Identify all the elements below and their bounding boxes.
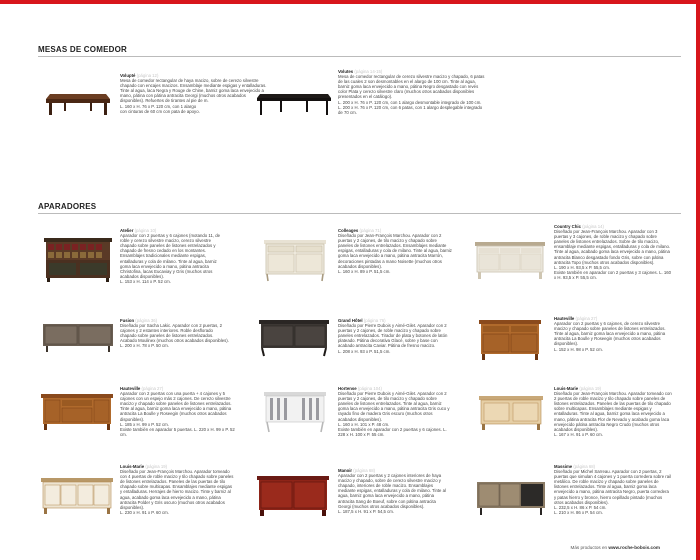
louis-marie-large-sideboard-image [40, 476, 114, 516]
footer-url-link[interactable]: www.roche-bobois.com [608, 545, 660, 550]
product-volutes [338, 69, 488, 115]
product-page-ref: (página 36) [135, 318, 158, 323]
product-country-chic [554, 224, 672, 280]
louis-marie-sideboard-image [478, 394, 544, 432]
product-manoir [338, 468, 450, 514]
product-page-ref: (página 14-15) [354, 69, 383, 74]
product-dimensions: L. 190 x H. 93,5 x P. 55,5 cm. [554, 264, 611, 270]
hauteville-sideboard-image [478, 318, 542, 362]
product-description: Diseñado por Pierre Dubois y Aimé-Gilet. Aparador con 2 puertas y 2 cajones, de roble macizo y chapado sobre paneles entrelazados. Tirador de plata y botones de latón plateado. Pátina decorativa Glacé, sobre y base con acabado antracita Caviar. Pátina de fresno macizo. [338, 323, 448, 349]
product-dimensions: L. 187,5 x H. 91 x P. 54,5 cm. [338, 508, 395, 514]
product-page-ref: (página 19) [579, 386, 602, 391]
product-name: Hauteville [554, 316, 575, 321]
massime-sideboard-image [476, 480, 546, 516]
product-louis-marie-large [120, 464, 235, 515]
product-name: Atelier [120, 228, 134, 233]
product-louis-marie [554, 386, 672, 437]
product-dimensions: L. 160 x H. 89 x P. 51,5 cm. [338, 268, 391, 274]
product-extra: Existe también en aparador 5 puertas. L. 220 x H. 99 x P. 52 cm. [120, 426, 235, 437]
product-name: Louis-Marie [554, 386, 579, 391]
product-dimensions: L. 153 x H. 114 x P. 52 cm. [120, 278, 171, 284]
product-hortense [338, 386, 450, 437]
product-description: Diseñado por Jean-François Marchou. Aparador tomeado con 4 puertas de roble macizo y tilo chapado sobre paneles de listones entrelazados. Paneles de las puertas de tilo chapado sobre multicapas. Ensamblajes mediante espigas y entalladuras. Herrajes de hierro macizo. Tinte y barniz al agua, acabado goma laca envejecido a mano, pátina antracita Polder y Gris oscuro (muchos otros acabados disponibles). [120, 469, 234, 510]
product-description: Aparador con 2 puertas y 6 cajones, de cerezo silvestre macizo y chapado sobre paneles de listones entrelazados. Tinte al agua, barniz goma laca envejecido a mano, pátina antracita La Boulle y Roseegin (muchos otros acabados disponibles). [554, 321, 666, 347]
product-hauteville-large [120, 386, 235, 437]
product-volupte [120, 73, 270, 114]
product-name: Volupté [120, 73, 136, 78]
product-description: Aparador con 2 puertas y 2 cajones interiores de haya macizo y chapado, sobre de cerezo silvestre macizo y chapado, interiores de roble macizo. Ensamblajes mediante espigas, entalladuras y cola de milano. Tinte al agua, barniz goma laca envejecido a mano, pátina antracita Sang de Boeuf, sobre con pátina antracita Georgi (muchos otros acabados disponibles). [338, 473, 446, 509]
product-page-ref: (página 27) [575, 316, 598, 321]
product-dimensions: L. 230 x H. 91 x P. 60 cm. [120, 509, 169, 515]
product-extra: L. 200 x H. 76 x P. 120 cm, con 6 patas, con 1 alargo desplegable integrado de 70 cm. [338, 104, 483, 115]
product-name: Volutes [338, 69, 354, 74]
hauteville-large-sideboard-image [40, 392, 114, 432]
product-dimensions: L. 152 x H. 98 x P. 52 cm. [554, 346, 603, 352]
product-description: Diseñado por Michel Sarreau. Aparador con 2 puertas, 2 puertas que simulan 4 cajones y 1 puerta corredera sobre rail metálico. De roble macizo y chapado sobre paneles de listones entrelazados. Tinte al agua, barniz goma laca envejecido a mano, pátina antracita Negro, puerta corredera y patas hierro y bronce, hierro cepillado pintado (muchos otros acabados disponibles). [554, 469, 672, 505]
product-description: Diseñado por Jean-François Marchou. Aparador con 2 puertas y 2 cajones, de tilo macizo y chapado sobre paneles de listones entrelazados. Ensamblajes mediante espigas, entalladuras y cola de milano. Tinte al agua, barniz goma laca envejecido a mano, pátina antracita Marrón, decoraciones pintadas a mano Noisette (muchos otros acabados disponibles). [338, 233, 452, 269]
product-extra: Existe también en aparador con 2 puertas y 6 cajones. L. 228 x H. 100 x P. 55 cm. [338, 426, 447, 437]
product-dimensions: L. 167 x H. 91 x P. 60 cm. [554, 431, 603, 437]
product-name: Manoir [338, 468, 353, 473]
section-title-aparadores: APARADORES [38, 202, 97, 211]
product-page-ref: (página 12) [136, 73, 159, 78]
footer-prefix: Más productos en [570, 545, 608, 550]
product-page-ref: (página 71) [359, 228, 382, 233]
product-extra: L. 210 x H. 86 x P. 54 cm. [554, 509, 603, 515]
product-page-ref: (página 27) [141, 386, 164, 391]
product-name: Fusion [120, 318, 135, 323]
product-name: Massime [554, 464, 573, 469]
product-description: Aparador con 2 puertas y 6 cajones (motando 11, de roble y cerezo silvestre macizo, cerezo silvestre chapado sobre paneles de listones entrelazados y chapado de fresno cedado en los montantes. Ensamblajes tradicionales mediante espigas, entalladuras y cola de milano. Tinte al agua, barniz goma laca envejecido a mano, pátina antracita Christofina, lacas Eucaviay y Gris (muchos otros acabados disponibles). [120, 233, 221, 279]
product-dimensions: L. 160 x H. 101 x P. 48 cm. [338, 421, 390, 427]
atelier-sideboard-image [42, 236, 114, 284]
product-colleages [338, 228, 453, 274]
product-description: Diseñado por Pierre Dubois y Aimé-Gilet. Aparador con 2 puertas y 2 cajones, de tilo macizo y chapado sobre paneles de listones entrelazados. Tinte al agua, barniz goma laca envejecido a mano, pátina antracita Gris cuco y rayado fino de madera Gris escuro (muchos otros acabados disponibles). [338, 391, 450, 422]
section-divider [38, 213, 681, 214]
product-name: Hortense [338, 386, 357, 391]
product-page-ref: (página 68) [353, 468, 376, 473]
manoir-sideboard-image [256, 474, 330, 518]
top-accent-bar [0, 0, 700, 4]
product-description: Mesa de comedor rectangular de haya macizo, sobre de cerezo silvestre chapado con encajes macizos. Ensamblaje mediante espigas y entalladuras. Tinte al agua, laca Negra y Rouge de Chine, barniz goma laca envejecido a mano, pátina con pátina antracita Georgi (muchos otros acabados disponibles). Refuertes de tirantes al pie de m. [120, 78, 267, 104]
product-page-ref: (página 10) [134, 228, 157, 233]
product-description: Aparador con 2 puertas con una puerta + 4 cajones y 5 cajones con un espejo más 2 cajones. De cerezo silvestre macizo y chapado sobre paneles de listones entrelazados. Tinte al agua, barniz goma laca envejecido a mano, pátina antracita La Boulle y Roseegin (muchos otros acabados disponibles). [120, 391, 232, 422]
product-page-ref: (página 68) [573, 464, 596, 469]
product-dimensions: L. 232,5 x H. 86 x P. 54 cm. [554, 504, 607, 510]
product-extra: Existe también en aparador con 2 puertas y 3 cajones. L. 160 x H. 93,5 x P. 55,5 cm. [554, 269, 672, 280]
product-fusion [120, 318, 230, 349]
product-massime [554, 464, 672, 515]
product-description: Diseñado por Jean-François Marchou. Aparador con 3 puertas y 3 cajones, de roble macizo y chapado sobre paneles de listones entrelazados. Sobre de tilo macizo, ensamblaje mediante espigas, entalladuras y cola de milano. Tinte al agua, acabado goma laca envejecido a mano, pátina antracita Blanco desgastado fondo Gris, sobre con pátina antracita Topo (muchos otros acabados disponibles). [554, 229, 671, 265]
product-name: Country Chic [554, 224, 581, 229]
fusion-sideboard-image [42, 320, 114, 354]
product-dimensions: L. 208 x H. 93 x P. 51,5 cm. [338, 348, 391, 354]
product-page-ref: (página 104) [357, 386, 382, 391]
product-dimensions: L. 160 x H. 76 x P. 120 cm, con 1 alargo [120, 103, 197, 109]
section-title-mesas: MESAS DE COMEDOR [38, 45, 127, 54]
grand-hotel-sideboard-image [258, 318, 330, 358]
country-chic-sideboard-image [474, 240, 546, 280]
product-description: Diseñado por Sacha Lakic. Aparador con 2 puertas, 2 cajones y 2 estantes interiores. Roble desflorado chapado sobre paneles de listones entrelazados. Acabado Moulinex (muchos otros acabados disponibles). [120, 323, 229, 344]
footer [571, 545, 660, 550]
product-name: Hauteville [120, 386, 141, 391]
product-description: Mesa de comedor rectangular de cerezo silvestre macizo y chapado, 6 patas de las cuales 2 son desmontables en el alargo de 100 cm. Tinte al agua, barniz goma laca envejecido a mano, pátina Negro desgastado con revés color Plata y cerezo silvestre claro (muchos otros acabados disponibles presentados en el catálogo). [338, 74, 485, 100]
product-dimensions: L. 200 x H. 76 x P. 120 cm, con 1 alargo desmontable integrado de 100 cm. [338, 99, 482, 105]
product-page-ref: (página 19) [145, 464, 168, 469]
colleages-sideboard-image [262, 238, 328, 282]
product-hauteville [554, 316, 672, 352]
product-name: Colleages [338, 228, 359, 233]
product-extra: con cinturas de 60 cm con pata de apoyo. [120, 108, 200, 114]
product-dimensions: L. 200 x H. 78 x P. 50 cm. [120, 343, 169, 349]
product-page-ref: (página 76) [363, 318, 386, 323]
section-divider [38, 56, 681, 57]
volutes-table-image [256, 88, 332, 116]
volupte-table-image [44, 88, 112, 116]
product-dimensions: L. 185 x H. 99 x P. 52 cm. [120, 421, 169, 427]
product-name: Louis-Marie [120, 464, 145, 469]
product-description: Diseñado por Jean-François Marchou. Aparador tomeado con 2 puertas de roble macizo y tilo chapado sobre paneles de listones entrelazados. Paneles de las puertas de tilo chapado sobre multicapas. Ensamblajes mediante espigas y entalladuras. Tinte al agua, barniz goma laca envejecido a mano, pátina antracita Flor de Nevado y acabado goma laca envejecido pátina antracita Negro Crudo (muchos otros acabados disponibles). [554, 391, 672, 432]
product-atelier [120, 228, 225, 284]
product-grand-hotel [338, 318, 448, 354]
product-name: Grand Hôtel [338, 318, 363, 323]
right-accent-bar [696, 4, 700, 560]
product-page-ref: (página 14) [582, 224, 604, 229]
hortense-sideboard-image [262, 390, 328, 434]
